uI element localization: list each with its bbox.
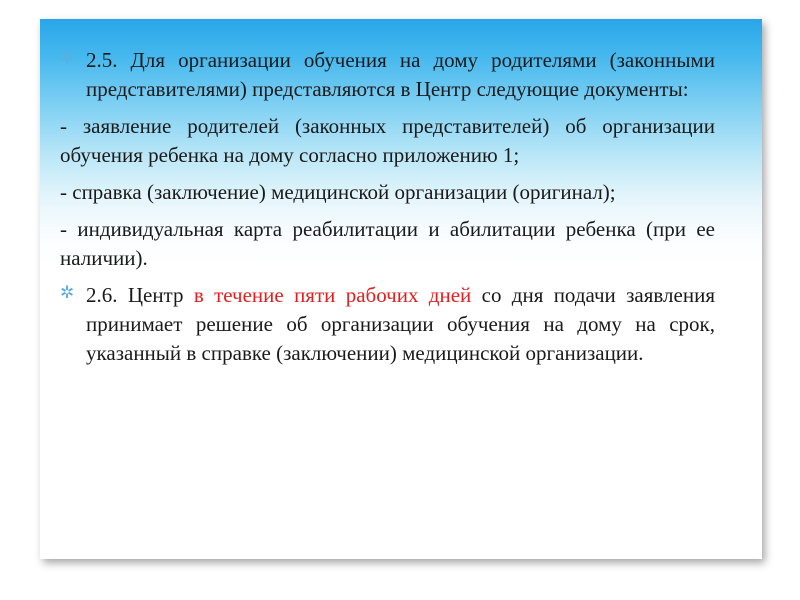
bullet-star-icon: ✲ [60,283,75,303]
bullet-star-icon: ✲ [60,48,75,68]
document-item-rehabilitation-card-text: - индивидуальная карта реабилитации и абилитации ребенка (при ее наличии). [60,217,715,270]
paragraph-2-6-before: 2.6. Центр [86,283,194,307]
document-item-medical-certificate-text: - справка (заключение) медицинской организации (оригинал); [60,180,616,204]
slide-content [60,46,715,376]
document-item-rehabilitation-card [60,215,715,273]
document-item-application-text: - заявление родителей (законных представителей) об организации обучения ребенка на дому согласно приложению 1; [60,114,715,167]
paragraph-2-5-text: 2.5. Для организации обучения на дому родителями (законными представителями) представляются в Центр следующие документы: [86,48,715,101]
document-item-medical-certificate [60,178,715,207]
paragraph-2-5 [60,46,715,104]
paragraph-2-6 [60,281,715,368]
document-item-application [60,112,715,170]
paragraph-2-6-after: со дня подачи заявления принимает решение об организации обучения на дому на срок, указанный в справке (заключении) медицинской организации. [86,283,715,365]
deadline-highlight: в течение пяти рабочих дней [193,283,472,307]
